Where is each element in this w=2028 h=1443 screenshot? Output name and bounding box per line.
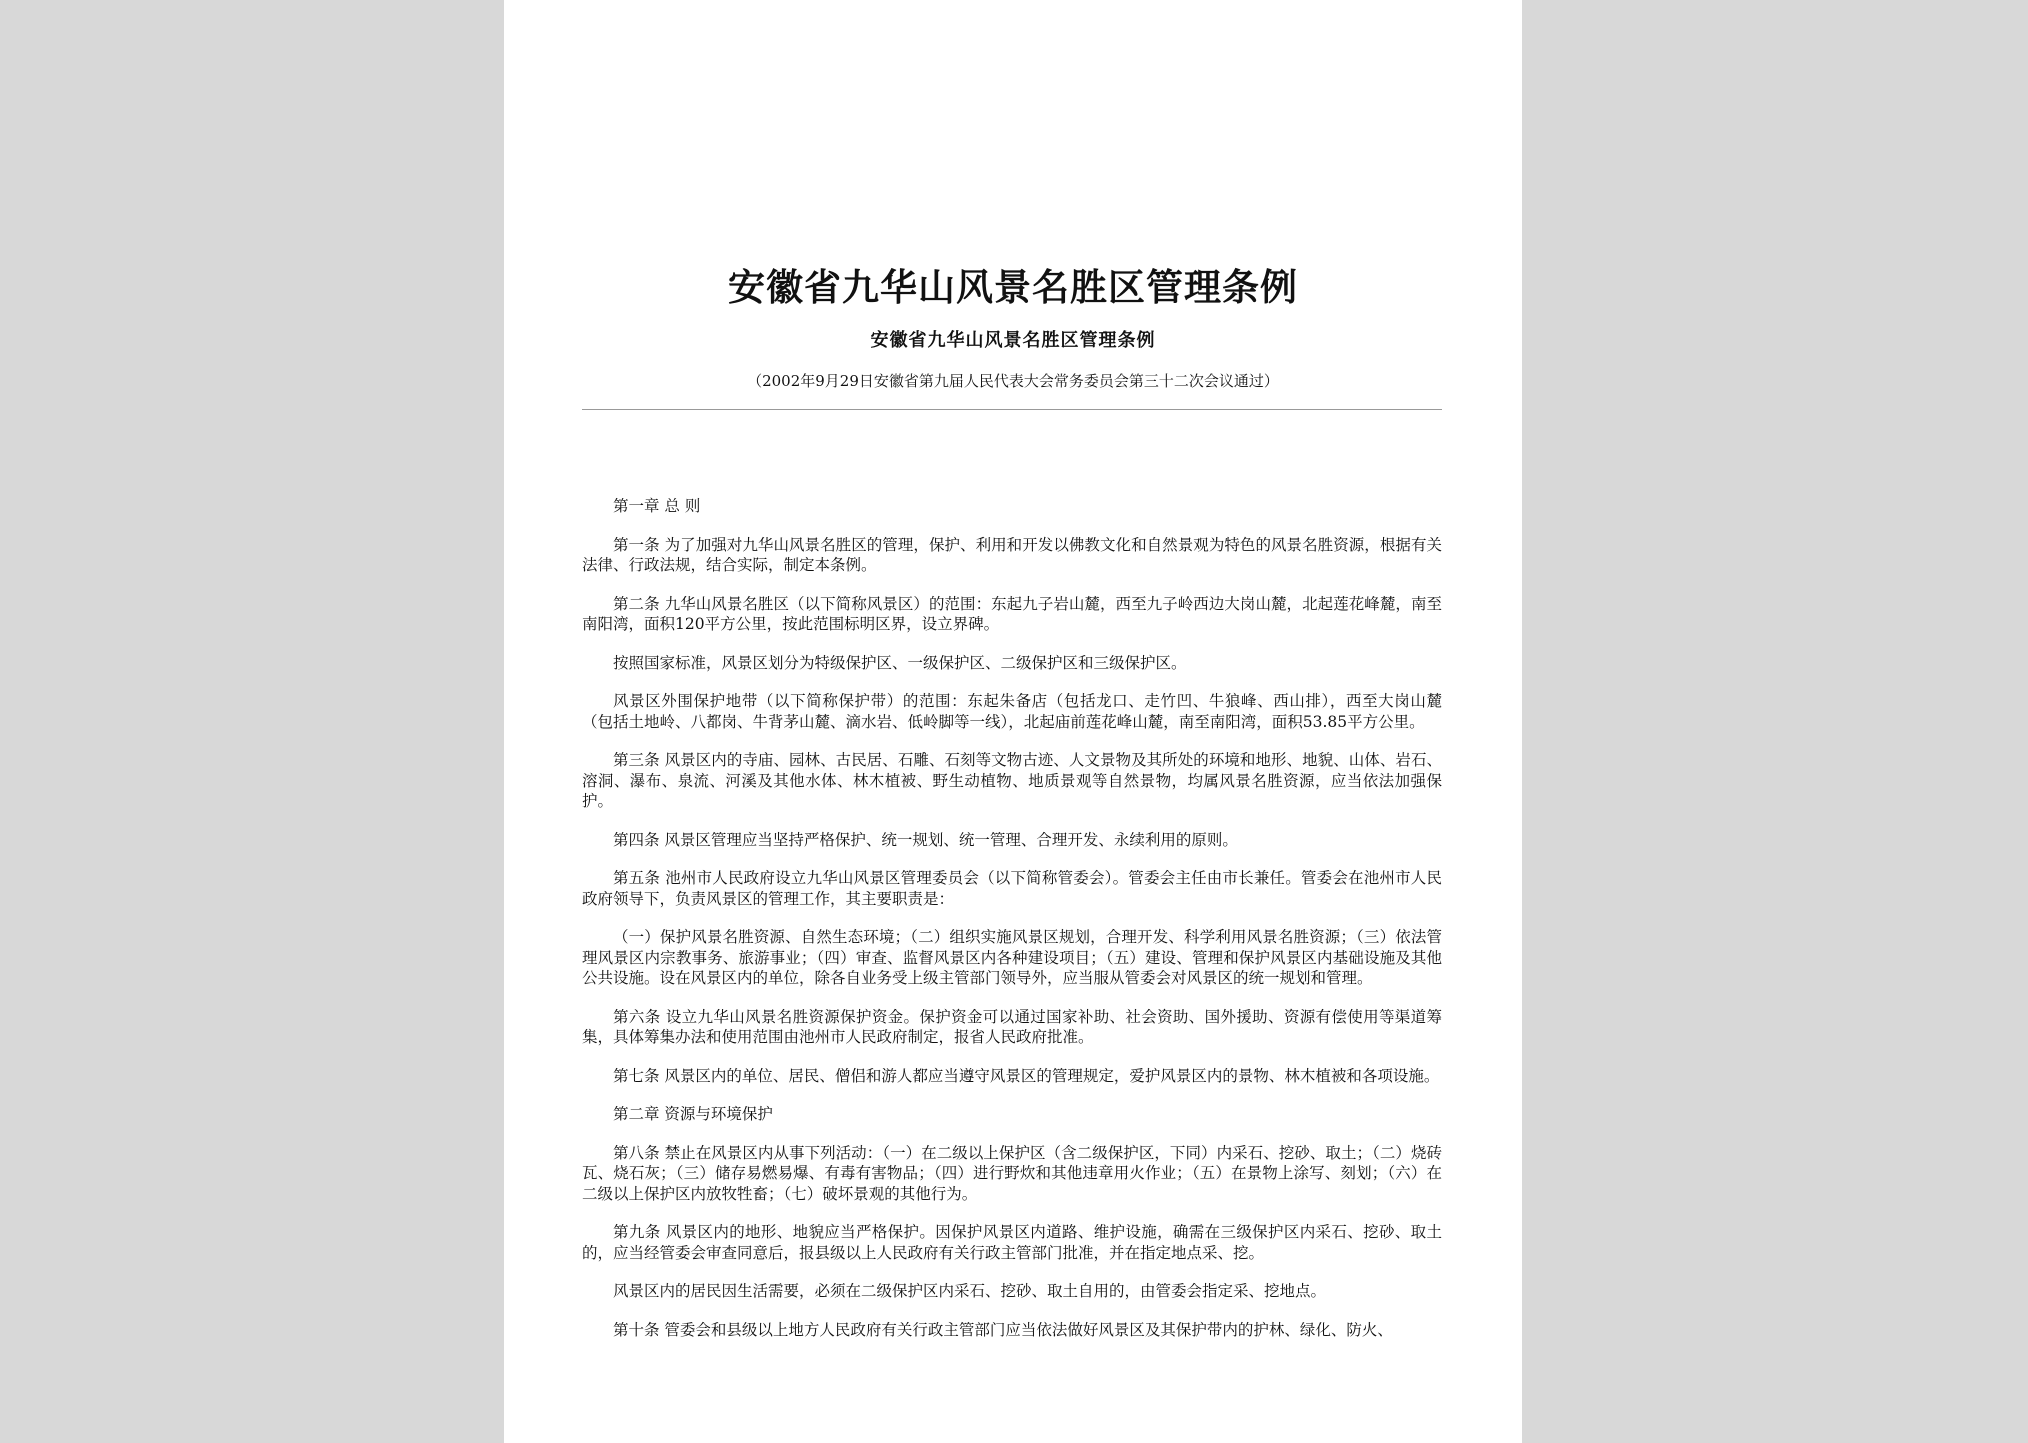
article-paragraph: 第五条 池州市人民政府设立九华山风景区管理委员会（以下简称管委会）。管委会主任由市长兼任。管委会在池州市人民政府领导下，负责风景区的管理工作，其主要职责是： (582, 869, 1442, 908)
article-paragraph: 第十条 管委会和县级以上地方人民政府有关行政主管部门应当依法做好风景区及其保护带内的护林、绿化、防火、 (613, 1320, 1393, 1339)
article-paragraph: 按照国家标准，风景区划分为特级保护区、一级保护区、二级保护区和三级保护区。 (613, 653, 1187, 672)
article-paragraph: （一）保护风景名胜资源、自然生态环境；（二）组织实施风景区规划，合理开发、科学利用风景名胜资源；（三）依法管理风景区内宗教事务、旅游事业；（四）审查、监督风景区内各种建设项目；（五）建设、管理和保护风景区内基础设施及其他公共设施。设在风景区内的单位，除各自业务受上级主管部门领导外，应当服从管委会对风景区的统一规划和管理。 (582, 928, 1442, 987)
article-paragraph: 第四条 风景区管理应当坚持严格保护、统一规划、统一管理、合理开发、永续利用的原则。 (613, 830, 1238, 849)
document-body (582, 496, 1442, 1358)
article-paragraph: 第七条 风景区内的单位、居民、僧侣和游人都应当遵守风景区的管理规定，爱护风景区内的景物、林木植被和各项设施。 (613, 1066, 1440, 1085)
article-paragraph: 第一条 为了加强对九华山风景名胜区的管理，保护、利用和开发以佛教文化和自然景观为特色的风景名胜资源，根据有关法律、行政法规，结合实际，制定本条例。 (582, 535, 1442, 574)
article-paragraph: 第三条 风景区内的寺庙、园林、古民居、石雕、石刻等文物古迹、人文景物及其所处的环境和地形、地貌、山体、岩石、溶洞、瀑布、泉流、河溪及其他水体、林木植被、野生动植物、地质景观等自然景物，均属风景名胜资源，应当依法加强保护。 (582, 751, 1442, 810)
page-title: 安徽省九华山风景名胜区管理条例 (728, 265, 1298, 309)
chapter-heading: 第一章 总 则 (613, 497, 701, 515)
adoption-note: （2002年9月29日安徽省第九届人民代表大会常务委员会第三十二次会议通过） (747, 372, 1279, 390)
article-paragraph: 第二条 九华山风景名胜区（以下简称风景区）的范围：东起九子岩山麓，西至九子岭西边大岗山麓，北起莲花峰麓，南至南阳湾，面积120平方公里，按此范围标明区界，设立界碑。 (582, 594, 1442, 633)
article-paragraph: 风景区外围保护地带（以下简称保护带）的范围：东起朱备店（包括龙口、走竹凹、牛狼峰、西山排），西至大岗山麓（包括土地岭、八都岗、牛背茅山麓、滴水岩、低岭脚等一线），北起庙前莲花峰山麓，南至南阳湾，面积53.85平方公里。 (582, 692, 1442, 731)
chapter-heading: 第二章 资源与环境保护 (613, 1105, 773, 1123)
document-page (504, 0, 1522, 1443)
header-divider (582, 409, 1442, 410)
article-paragraph: 风景区内的居民因生活需要，必须在二级保护区内采石、挖砂、取土自用的，由管委会指定采、挖地点。 (613, 1282, 1327, 1300)
article-paragraph: 第六条 设立九华山风景名胜资源保护资金。保护资金可以通过国家补助、社会资助、国外援助、资源有偿使用等渠道筹集，具体筹集办法和使用范围由池州市人民政府制定，报省人民政府批准。 (582, 1007, 1442, 1046)
article-paragraph: 第八条 禁止在风景区内从事下列活动：（一）在二级以上保护区（含二级保护区，下同）内采石、挖砂、取土；（二）烧砖瓦、烧石灰；（三）储存易燃易爆、有毒有害物品；（四）进行野炊和其他违章用火作业；（五）在景物上涂写、刻划；（六）在二级以上保护区内放牧牲畜；（七）破坏景观的其他行为。 (582, 1143, 1442, 1203)
page-subtitle: 安徽省九华山风景名胜区管理条例 (870, 330, 1156, 351)
article-paragraph: 第九条 风景区内的地形、地貌应当严格保护。因保护风景区内道路、维护设施，确需在三级保护区内采石、挖砂、取土的，应当经管委会审查同意后，报县级以上人民政府有关行政主管部门批准，并在指定地点采、挖。 (582, 1223, 1442, 1262)
